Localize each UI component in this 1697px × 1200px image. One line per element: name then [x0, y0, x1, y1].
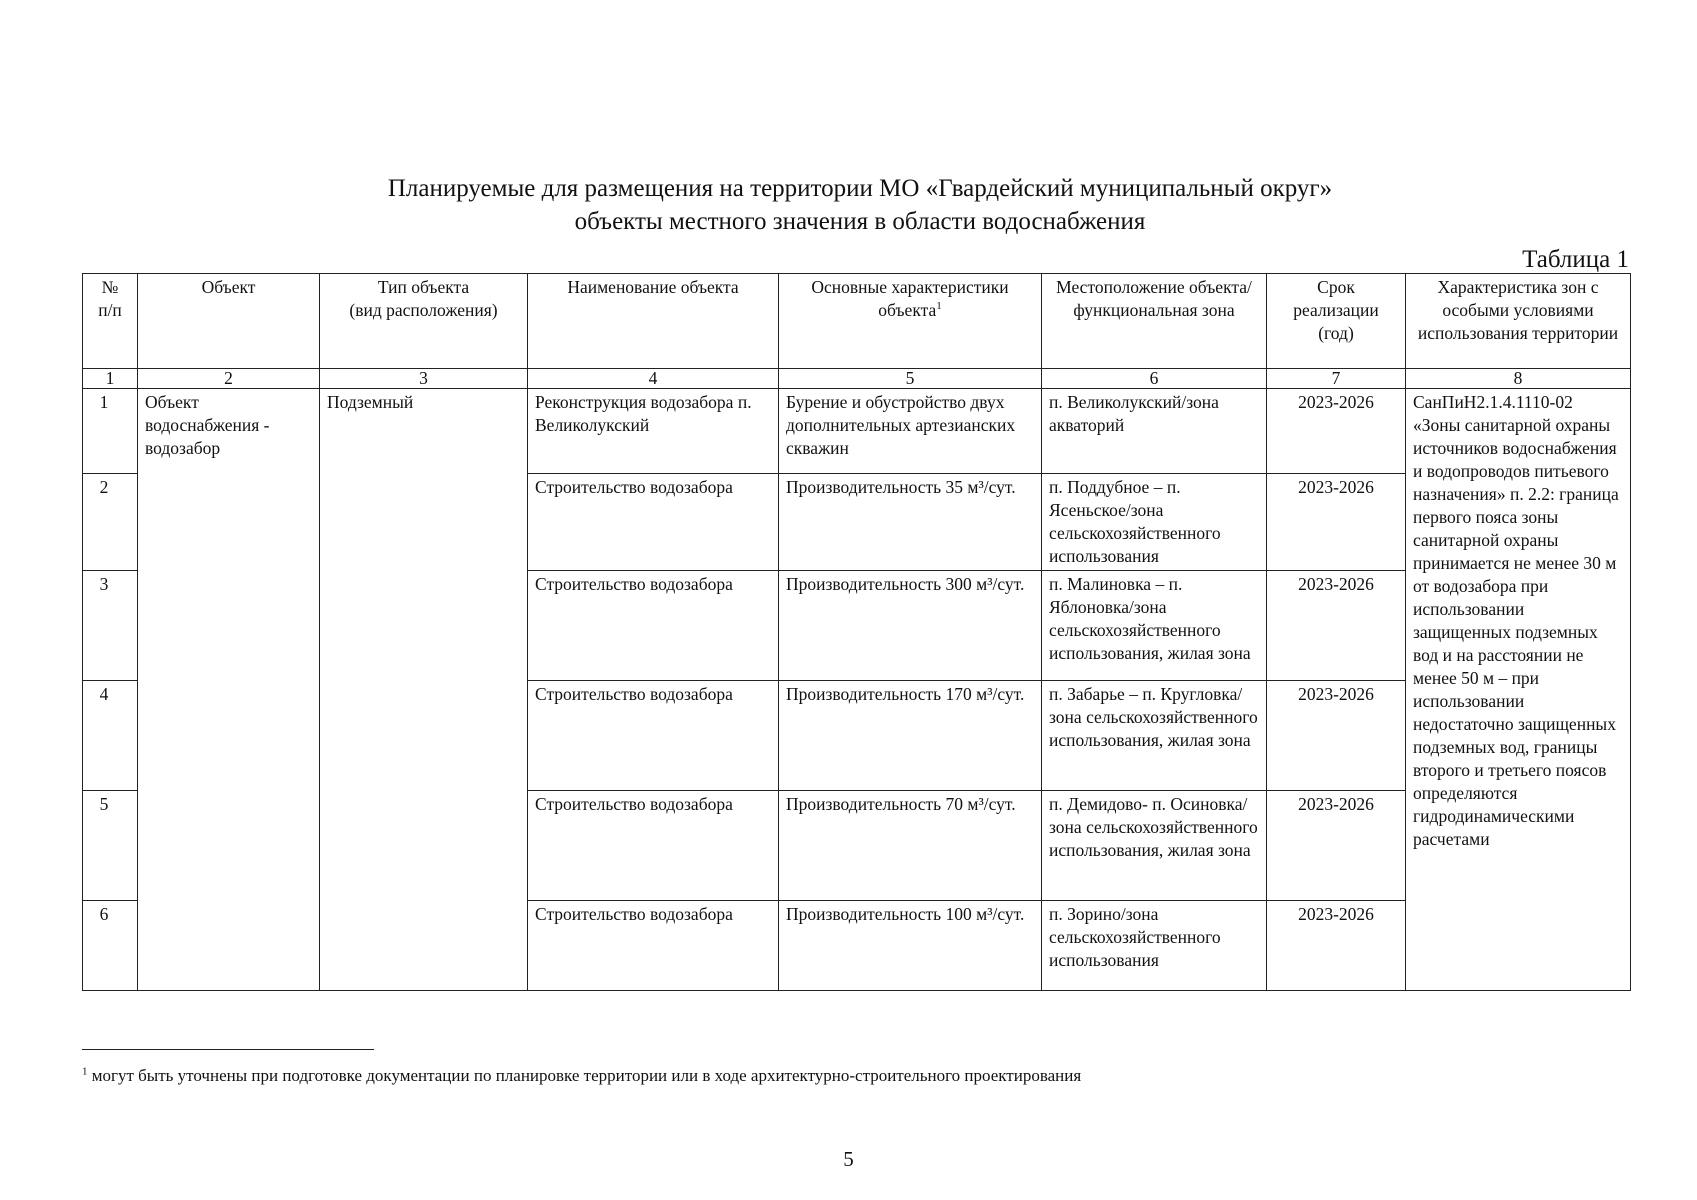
location-cell: п. Зорино/зона сельскохозяйственного использования	[1042, 901, 1267, 991]
location-cell: п. Демидово- п. Осиновка/зона сельскохозяйственного использования, жилая зона	[1042, 791, 1267, 901]
chars-cell: Производительность 70 м³/сут.	[779, 791, 1042, 901]
header-type-line1: Тип объекта	[377, 277, 470, 297]
term-cell: 2023-2026	[1267, 681, 1406, 791]
term-cell: 2023-2026	[1267, 901, 1406, 991]
header-type	[320, 274, 528, 369]
chars-cell: Производительность 300 м³/сут.	[779, 571, 1042, 681]
row-number: 5	[83, 791, 138, 901]
col-number: 4	[528, 369, 779, 389]
col-number: 3	[320, 369, 528, 389]
header-num-pp: п/п	[98, 300, 122, 320]
name-cell: Строительство водозабора	[528, 901, 779, 991]
footnote	[82, 1066, 1081, 1086]
table-row	[83, 389, 1631, 474]
name-cell: Реконструкция водозабора п. Великолукский	[528, 389, 779, 474]
header-name: Наименование объекта	[528, 274, 779, 369]
header-object: Объект	[138, 274, 320, 369]
water-supply-table	[82, 273, 1631, 991]
term-cell: 2023-2026	[1267, 571, 1406, 681]
table-label: Таблица 1	[1522, 246, 1629, 273]
chars-cell: Производительность 100 м³/сут.	[779, 901, 1042, 991]
footnote-divider	[82, 1049, 374, 1050]
footnote-text: могут быть уточнены при подготовке документации по планировке территории или в ходе архитектурно-строительного проектирования	[87, 1066, 1082, 1085]
header-location: Местоположение объекта/ функциональная зона	[1042, 274, 1267, 369]
col-number: 8	[1406, 369, 1631, 389]
footnote-mark: 1	[82, 1065, 88, 1078]
name-cell: Строительство водозабора	[528, 571, 779, 681]
header-type-line2: (вид расположения)	[349, 300, 498, 320]
object-cell: Объект водоснабжения - водозабор	[138, 389, 320, 991]
row-number: 2	[83, 474, 138, 571]
title-line-1: Планируемые для размещения на территории МО «Гвардейский муниципальный округ»	[387, 175, 1333, 202]
term-cell: 2023-2026	[1267, 791, 1406, 901]
row-number: 1	[83, 389, 138, 474]
document-title	[0, 172, 1697, 238]
row-number: 4	[83, 681, 138, 791]
location-cell: п. Великолукский/зона акваторий	[1042, 389, 1267, 474]
col-number: 6	[1042, 369, 1267, 389]
column-numbers-row	[83, 369, 1631, 389]
location-cell: п. Забарье – п. Кругловка/зона сельскохозяйственного использования, жилая зона	[1042, 681, 1267, 791]
header-zones: Характеристика зон с особыми условиями использования территории	[1406, 274, 1631, 369]
name-cell: Строительство водозабора	[528, 791, 779, 901]
col-number: 7	[1267, 369, 1406, 389]
header-num-sign: №	[101, 277, 119, 297]
zones-cell: СанПиН2.1.4.1110-02 «Зоны санитарной охраны источников водоснабжения и водопроводов питьевого назначения» п. 2.2: граница первого пояса зоны санитарной охраны принимается не менее 30 м от водозабора при использовании защищенных подземных вод и на расстоянии не менее 50 м – при использовании недостаточно защищенных подземных вод, границы второго и третьего поясов определяются гидродинамическими расчетами	[1406, 389, 1631, 991]
name-cell: Строительство водозабора	[528, 681, 779, 791]
col-number: 1	[83, 369, 138, 389]
header-chars	[779, 274, 1042, 369]
term-cell: 2023-2026	[1267, 474, 1406, 571]
footnote-ref: 1	[936, 300, 942, 313]
title-line-2: объекты местного значения в области водоснабжения	[574, 208, 1146, 235]
chars-cell: Производительность 35 м³/сут.	[779, 474, 1042, 571]
location-cell: п. Малиновка – п. Яблоновка/зона сельскохозяйственного использования, жилая зона	[1042, 571, 1267, 681]
row-number: 6	[83, 901, 138, 991]
header-term: Срок реализации (год)	[1267, 274, 1406, 369]
col-number: 5	[779, 369, 1042, 389]
chars-cell: Производительность 170 м³/сут.	[779, 681, 1042, 791]
chars-cell: Бурение и обустройство двух дополнительных артезианских скважин	[779, 389, 1042, 474]
header-num	[83, 274, 138, 369]
name-cell: Строительство водозабора	[528, 474, 779, 571]
col-number: 2	[138, 369, 320, 389]
header-chars-text: Основные характеристики объекта	[811, 277, 1009, 320]
location-cell: п. Поддубное – п. Ясеньское/зона сельскохозяйственного использования	[1042, 474, 1267, 571]
page-number: 5	[843, 1147, 854, 1171]
header-row	[83, 274, 1631, 369]
row-number: 3	[83, 571, 138, 681]
term-cell: 2023-2026	[1267, 389, 1406, 474]
type-cell: Подземный	[320, 389, 528, 991]
